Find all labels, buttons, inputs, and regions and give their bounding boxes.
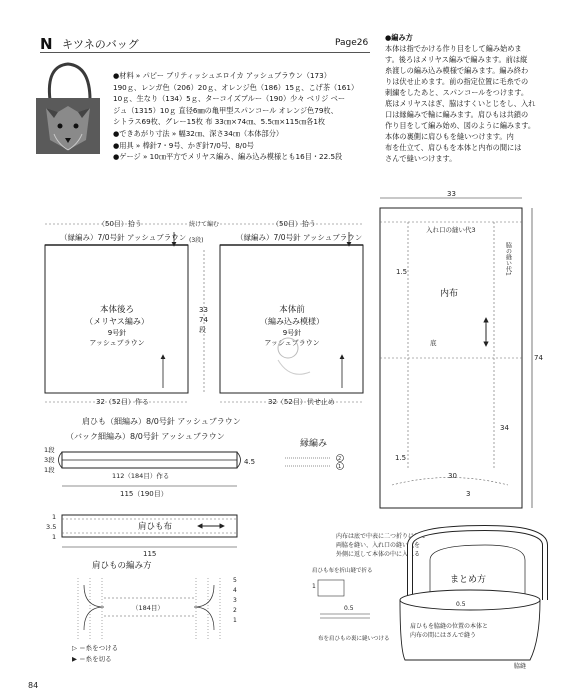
strap-row-1b: 1段 xyxy=(44,466,55,474)
assembly-note-3: 外側に返して本体の中に入れる xyxy=(336,551,421,558)
front-color: アッシュブラウン xyxy=(264,339,320,347)
strap-method-title: 肩ひもの編み方 xyxy=(92,561,152,571)
assembly-dim-2: 0.5 xyxy=(344,605,354,612)
front-body-stitch: （編み込み模様） xyxy=(260,317,324,326)
cloth-length: 115 xyxy=(143,550,157,558)
lining-name: 内布 xyxy=(440,289,459,299)
materials-line: ●用具 » 棒針7・9号、かぎ針7/0号、8/0号 xyxy=(113,140,254,150)
height-cm: 33 xyxy=(199,306,208,314)
lining-bottom-width: 30 xyxy=(448,472,457,480)
strap-title-2: （バック細編み）8/0号針 アッシュブラウン xyxy=(66,432,225,441)
assembly-strap-note-2: 内布の間にはさんで縫う xyxy=(410,632,477,639)
strap-total-length: 115（190目） xyxy=(120,490,168,498)
assembly-attach-note: 布を肩ひもの裏に縫いつける xyxy=(318,636,390,642)
back-body-stitch: （メリヤス編み） xyxy=(85,317,149,326)
front-pickup-label: （50目）拾う xyxy=(272,220,316,228)
strap-method-row-2: 2 xyxy=(233,607,237,614)
lining-bottom-margin: 3 xyxy=(466,490,471,498)
page-title: キツネのバッグ xyxy=(62,38,139,51)
strap-method-row-5: 5 xyxy=(233,577,237,584)
materials-line: ●ゲージ » 10㎝平方でメリヤス編み、編み込み模様とも16目・22.5段 xyxy=(113,152,343,162)
edge-rows-label: (3段) xyxy=(189,237,204,244)
method-line: 口は縁編みで輪に編みます。肩ひもは共鎖の xyxy=(385,110,529,119)
method-line: さんで縫いつけます。 xyxy=(385,154,457,163)
assembly-strap-note-1: 肩ひもを脇縫の位置の本体と xyxy=(410,623,489,630)
materials-line: 10ｇ、生なり（134）5ｇ、ターコイズブルー（190）少々 ベリジ ベー xyxy=(113,94,346,104)
front-needle: 9号針 xyxy=(282,329,302,337)
strap-title-1: 肩ひも（細編み）8/0号針 アッシュブラウン xyxy=(82,417,241,426)
method-line: 底はメリヤスはぎ、脇はすくいとじをし、入れ xyxy=(385,99,536,108)
assembly-diagram xyxy=(312,528,545,670)
page-number: 84 xyxy=(28,681,39,690)
materials-line: ●材料 » パピー ブリティッシュエロイカ アッシュブラウン（173） xyxy=(113,71,331,80)
strap-chain-label: 112（184目）作る xyxy=(112,472,170,480)
lining-height: 74 xyxy=(534,354,543,362)
materials-line: ●できあがり寸法 » 幅32㎝、深さ34㎝（本体部分） xyxy=(113,128,284,138)
strap-method-chart xyxy=(72,560,237,663)
assembly-side-seam: 脇縫 xyxy=(514,663,527,670)
front-body-name: 本体前 xyxy=(279,305,305,315)
assembly-note-2: 両脇を縫い、入れ口の縫い代を xyxy=(336,542,421,549)
edging-row-1: 1 xyxy=(338,464,342,470)
method-title: ●編み方 xyxy=(385,33,413,42)
assembly-note-1: 内布は底で中表に二つ折りにして xyxy=(336,533,427,540)
edging-row-2: 2 xyxy=(338,456,342,462)
height-rows-unit: 段 xyxy=(199,326,206,334)
assembly-title: まとめ方 xyxy=(450,575,487,585)
method-line: 本体の裏側に肩ひもを縫いつけます。内 xyxy=(385,132,514,141)
lining-diagram xyxy=(380,190,543,508)
strap-diagram xyxy=(44,416,255,498)
lining-bottom-label: 底 xyxy=(430,339,437,347)
method-line: 糸渡しの編み込み模様で編みます。編み終わ xyxy=(385,66,529,75)
method-line: 作り目をして編み始め、図のように編みます。 xyxy=(385,121,536,130)
lining-width: 33 xyxy=(447,190,456,198)
front-body-diagram xyxy=(220,219,363,406)
strap-method-row-1: 1 xyxy=(233,617,237,624)
lining-margin-bottom: 1.5 xyxy=(395,454,407,462)
legend-join-yarn: ▷ ＝糸をつける xyxy=(72,644,119,652)
assembly-dim-1: 1 xyxy=(312,583,316,590)
front-bind-off-label: 32（52目）伏せ止め xyxy=(268,398,335,406)
height-rows: 74 xyxy=(199,316,208,324)
strap-height: 4.5 xyxy=(244,458,256,466)
lining-lower-height: 34 xyxy=(500,424,509,432)
method-line: 布を仕立て、肩ひもを本体と内布の間には xyxy=(385,143,522,152)
materials-line: シトラス69枚、グレー15枚 布 33㎝×74㎝、5.5㎝×115㎝各1枚 xyxy=(113,117,326,127)
lining-margin-top: 1.5 xyxy=(396,268,408,276)
back-body-name: 本体後ろ xyxy=(99,305,135,315)
method-line: 刺繍をしたあと、スパンコールをつけます。 xyxy=(385,88,529,97)
continue-knitting-label: 続けて編む xyxy=(189,221,220,228)
back-color: アッシュブラウン xyxy=(89,339,145,347)
front-edge-label: （縁編み）7/0号針 アッシュブラウン xyxy=(236,233,363,242)
method-line: 本体は指でかける作り目をして編み始めま xyxy=(385,44,522,53)
lining-seam-allowance: 入れ口の縫い代3 xyxy=(426,226,476,234)
section-letter: N xyxy=(40,35,53,53)
strap-method-row-4: 4 xyxy=(233,587,237,594)
materials-line: ジュ（1315）10ｇ 直径6㎜の亀甲型スパンコール オレンジ色79枚、 xyxy=(113,105,338,115)
cloth-margin-2: 1 xyxy=(52,533,57,541)
edging-title: 縁編み xyxy=(300,439,328,449)
back-edge-label: （縁編み）7/0号針 アッシュブラウン xyxy=(60,233,187,242)
back-body-diagram xyxy=(45,219,188,406)
strap-cloth-name: 肩ひも布 xyxy=(138,522,173,532)
assembly-dim-3: 0.5 xyxy=(456,601,466,608)
back-needle: 9号針 xyxy=(107,329,127,337)
method-line: す。後ろはメリヤス編みで編みます。前は縦 xyxy=(385,55,528,64)
side-seam-allowance: 脇の縫い代1 xyxy=(504,242,512,276)
height-measurements xyxy=(189,220,219,392)
assembly-fold-note: 肩ひも布を折山縫で折る xyxy=(312,568,373,574)
strap-method-count: （184目） xyxy=(132,604,164,612)
page-reference: Page26 xyxy=(335,38,369,48)
strap-method-row-3: 3 xyxy=(233,597,237,604)
edging-chart xyxy=(285,437,344,470)
strap-cloth-diagram xyxy=(46,513,237,558)
back-cast-on-label: 32（52目）作る xyxy=(96,398,149,406)
back-pickup-label: （50目）拾う xyxy=(98,220,142,228)
cloth-margin-1: 1 xyxy=(52,513,57,521)
cloth-width: 3.5 xyxy=(46,523,57,531)
method-line: りは伏せ止めます。前の指定位置に毛糸での xyxy=(385,77,529,86)
materials-line: 190ｇ、レンガ色（206）20ｇ、オレンジ色（186）15ｇ、こげ茶（161） xyxy=(113,82,359,92)
legend-cut-yarn: ▶ ＝糸を切る xyxy=(72,655,112,663)
strap-row-3: 3段 xyxy=(44,456,55,464)
strap-row-1: 1段 xyxy=(44,446,55,454)
